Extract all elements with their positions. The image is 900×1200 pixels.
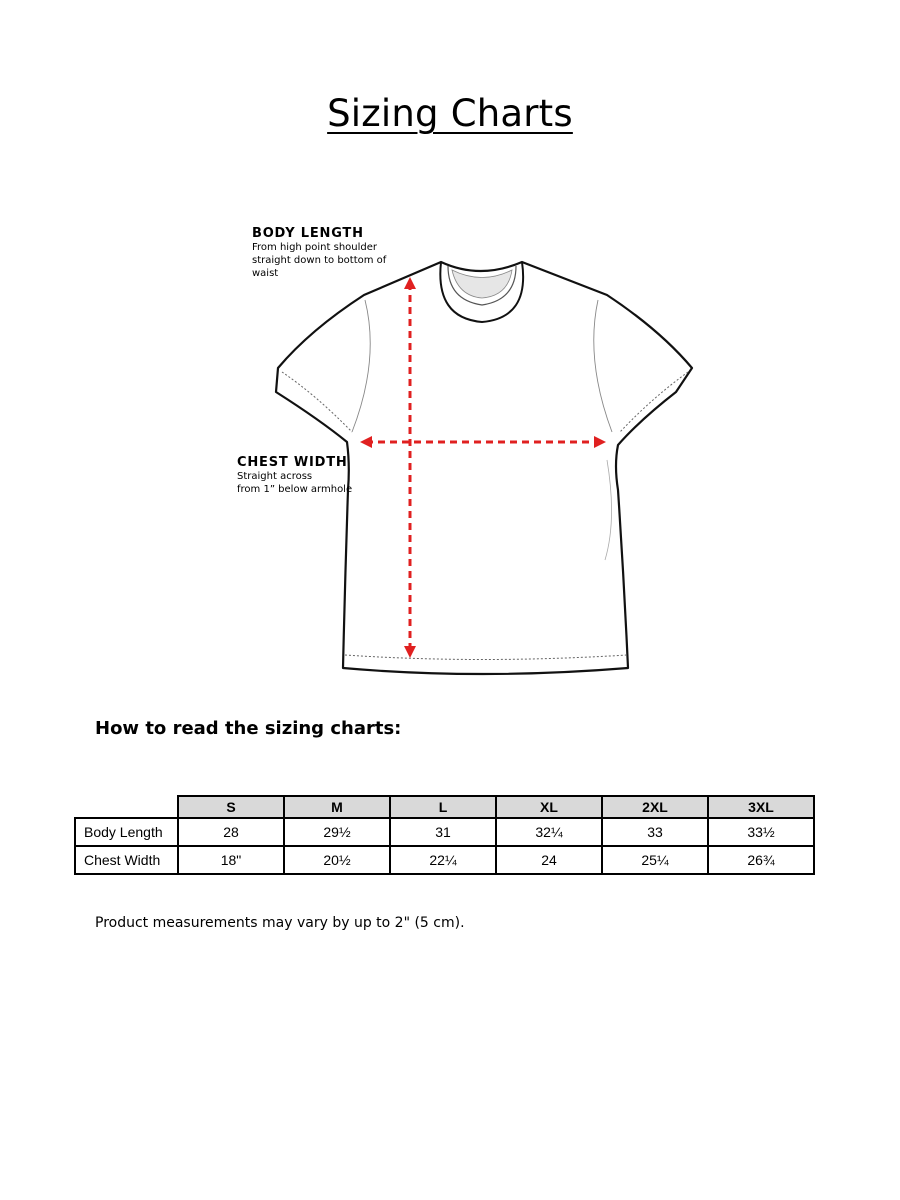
size-header-row xyxy=(75,796,814,818)
table-cell: 18" xyxy=(178,846,284,874)
table-cell: 26¾ xyxy=(708,846,814,874)
table-cell: 28 xyxy=(178,818,284,846)
size-header: 3XL xyxy=(708,796,814,818)
chest-width-desc-2: from 1” below armhole xyxy=(237,484,353,495)
table-cell: 20½ xyxy=(284,846,390,874)
table-corner xyxy=(75,796,178,818)
t-shirt-icon xyxy=(230,218,710,688)
body-length-desc-2: straight down to bottom of waist xyxy=(252,255,387,279)
size-header: M xyxy=(284,796,390,818)
size-header: L xyxy=(390,796,496,818)
table-row xyxy=(75,818,814,846)
table-cell: 24 xyxy=(496,846,602,874)
row-label: Body Length xyxy=(75,818,178,846)
row-label: Chest Width xyxy=(75,846,178,874)
page-title: Sizing Charts xyxy=(327,92,573,135)
size-header: 2XL xyxy=(602,796,708,818)
table-cell: 31 xyxy=(390,818,496,846)
table-cell: 32¼ xyxy=(496,818,602,846)
table-row xyxy=(75,846,814,874)
table-cell: 29½ xyxy=(284,818,390,846)
table-cell: 25¼ xyxy=(602,846,708,874)
body-length-title: BODY LENGTH xyxy=(252,226,364,241)
size-header: XL xyxy=(496,796,602,818)
chest-width-desc-1: Straight across xyxy=(237,471,313,482)
size-header: S xyxy=(178,796,284,818)
body-length-label xyxy=(252,226,412,280)
chest-width-label xyxy=(237,455,397,496)
measurement-note: Product measurements may vary by up to 2" (5 cm). xyxy=(95,915,465,931)
chest-width-title: CHEST WIDTH xyxy=(237,455,348,470)
size-table xyxy=(74,795,815,875)
table-cell: 22¼ xyxy=(390,846,496,874)
table-cell: 33 xyxy=(602,818,708,846)
table-cell: 33½ xyxy=(708,818,814,846)
body-length-desc-1: From high point shoulder xyxy=(252,242,378,253)
section-heading: How to read the sizing charts: xyxy=(95,718,402,739)
